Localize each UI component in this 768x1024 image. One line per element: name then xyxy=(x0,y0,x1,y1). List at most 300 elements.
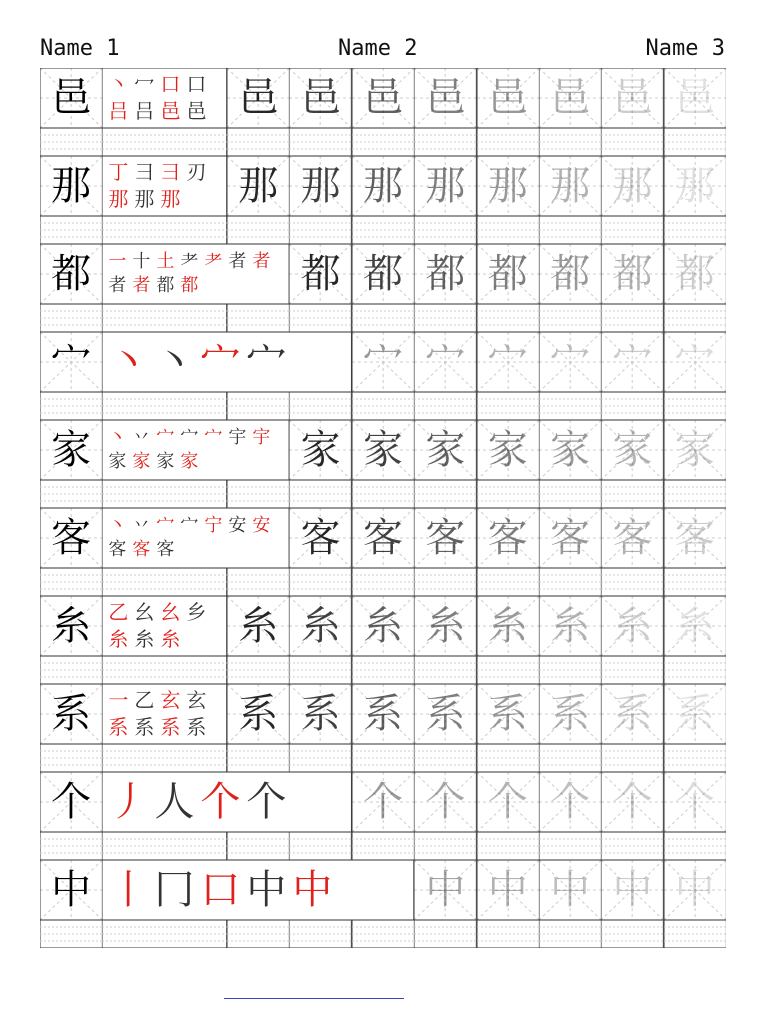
trace-char: 都 xyxy=(425,251,466,297)
pinyin-line-cell[interactable] xyxy=(289,832,351,860)
trace-cell[interactable] xyxy=(414,772,476,832)
stroke-step: 乙 xyxy=(134,688,155,712)
trace-cell[interactable] xyxy=(477,772,539,832)
trace-cell[interactable] xyxy=(289,596,351,656)
trace-char: 都 xyxy=(550,251,591,297)
trace-cell[interactable] xyxy=(664,156,726,216)
stroke-step: 宇 xyxy=(252,426,271,448)
stroke-order-cell xyxy=(102,332,351,392)
pinyin-line-cell[interactable] xyxy=(414,656,476,684)
stroke-step: 系 xyxy=(186,715,207,739)
pinyin-line-cell[interactable] xyxy=(539,128,601,156)
footer-link[interactable] xyxy=(224,998,404,1000)
name-label-2: Name 2 xyxy=(338,36,418,61)
pinyin-line-cell[interactable] xyxy=(289,568,351,596)
trace-cell[interactable] xyxy=(289,420,351,480)
stroke-step: 口 xyxy=(160,72,181,96)
stroke-step: 系 xyxy=(134,715,155,739)
trace-cell[interactable] xyxy=(352,684,414,744)
stroke-order-cell xyxy=(102,156,227,216)
trace-char: 系 xyxy=(300,691,341,737)
trace-char: 客 xyxy=(425,515,466,561)
pinyin-line-cell[interactable] xyxy=(539,744,601,772)
pinyin-line-cell[interactable] xyxy=(477,216,539,244)
trace-cell[interactable] xyxy=(289,156,351,216)
trace-cell[interactable] xyxy=(539,508,601,568)
pinyin-line-cell[interactable] xyxy=(227,744,289,772)
stroke-step: 丶 xyxy=(108,514,127,536)
pinyin-line-cell[interactable] xyxy=(539,832,601,860)
pinyin-line-cell[interactable] xyxy=(352,128,414,156)
trace-cell[interactable] xyxy=(352,332,414,392)
trace-char: 中 xyxy=(550,867,591,913)
trace-char: 邑 xyxy=(487,75,528,121)
trace-cell[interactable] xyxy=(477,508,539,568)
pinyin-line-cell[interactable] xyxy=(664,568,726,596)
pinyin-line-cell[interactable] xyxy=(477,832,539,860)
pinyin-line-cell[interactable] xyxy=(102,392,227,420)
stroke-step: 宀 xyxy=(156,426,175,448)
pinyin-line-cell[interactable] xyxy=(102,832,227,860)
pinyin-line-cell[interactable] xyxy=(102,216,227,244)
trace-cell[interactable] xyxy=(414,156,476,216)
trace-char: 家 xyxy=(612,427,653,473)
model-char: 个 xyxy=(51,779,92,825)
pinyin-line-cell[interactable] xyxy=(102,656,227,684)
trace-cell[interactable] xyxy=(601,68,663,128)
trace-cell[interactable] xyxy=(601,508,663,568)
trace-cell[interactable] xyxy=(664,860,726,920)
stroke-step: 宀 xyxy=(180,514,199,536)
stroke-step: 幺 xyxy=(160,600,181,624)
trace-char: 邑 xyxy=(300,75,341,121)
stroke-step: 彐 xyxy=(160,160,181,184)
pinyin-line-cell[interactable] xyxy=(40,128,102,156)
pinyin-line-cell[interactable] xyxy=(414,128,476,156)
stroke-order-cell xyxy=(102,420,289,480)
trace-cell[interactable] xyxy=(414,332,476,392)
trace-char: 客 xyxy=(487,515,528,561)
stroke-step: 耂 xyxy=(180,250,199,272)
pinyin-line-cell[interactable] xyxy=(601,920,663,948)
pinyin-line-cell[interactable] xyxy=(352,656,414,684)
trace-cell[interactable] xyxy=(414,68,476,128)
stroke-step: 者 xyxy=(252,250,271,272)
pinyin-line-cell[interactable] xyxy=(289,480,351,508)
pinyin-line-cell[interactable] xyxy=(414,392,476,420)
trace-cell[interactable] xyxy=(414,244,476,304)
pinyin-line-cell[interactable] xyxy=(477,480,539,508)
trace-cell[interactable] xyxy=(289,68,351,128)
stroke-step: 邑 xyxy=(160,99,181,123)
trace-cell[interactable] xyxy=(227,596,289,656)
trace-cell[interactable] xyxy=(352,772,414,832)
pinyin-line-cell[interactable] xyxy=(477,128,539,156)
trace-cell[interactable] xyxy=(227,68,289,128)
trace-char: 都 xyxy=(487,251,528,297)
pinyin-line-cell[interactable] xyxy=(289,216,351,244)
trace-char: 个 xyxy=(362,779,403,825)
model-char: 系 xyxy=(51,691,92,737)
stroke-step: 吕 xyxy=(134,99,155,123)
stroke-step: 丁 xyxy=(108,160,129,184)
trace-cell[interactable] xyxy=(227,684,289,744)
pinyin-line-cell[interactable] xyxy=(289,920,351,948)
trace-char: 家 xyxy=(300,427,341,473)
trace-cell[interactable] xyxy=(664,772,726,832)
trace-char: 那 xyxy=(238,163,279,209)
pinyin-line-cell[interactable] xyxy=(539,568,601,596)
trace-char: 客 xyxy=(674,515,715,561)
stroke-step: 者 xyxy=(228,250,247,272)
stroke-step: 宀 xyxy=(180,426,199,448)
trace-char: 都 xyxy=(362,251,403,297)
pinyin-line-cell[interactable] xyxy=(539,392,601,420)
stroke-step: 个 xyxy=(200,779,241,825)
pinyin-line-cell[interactable] xyxy=(352,392,414,420)
model-char-cell xyxy=(40,68,102,128)
trace-cell[interactable] xyxy=(664,244,726,304)
pinyin-line-cell[interactable] xyxy=(539,920,601,948)
pinyin-line-cell[interactable] xyxy=(601,304,663,332)
trace-cell[interactable] xyxy=(601,420,663,480)
stroke-step: 都 xyxy=(156,275,175,296)
stroke-order-cell xyxy=(102,596,227,656)
pinyin-line-cell[interactable] xyxy=(289,392,351,420)
pinyin-line-cell[interactable] xyxy=(414,480,476,508)
pinyin-line-cell[interactable] xyxy=(539,304,601,332)
stroke-step: 宀 xyxy=(200,339,241,385)
pinyin-line-cell[interactable] xyxy=(289,128,351,156)
trace-cell[interactable] xyxy=(664,596,726,656)
pinyin-line-cell[interactable] xyxy=(289,744,351,772)
pinyin-line-cell[interactable] xyxy=(227,216,289,244)
pinyin-line-cell[interactable] xyxy=(414,744,476,772)
trace-char: 个 xyxy=(425,779,466,825)
pinyin-line-cell[interactable] xyxy=(601,480,663,508)
pinyin-line-cell[interactable] xyxy=(102,920,227,948)
trace-cell[interactable] xyxy=(601,332,663,392)
pinyin-line-cell[interactable] xyxy=(477,568,539,596)
pinyin-line-cell[interactable] xyxy=(477,392,539,420)
trace-char: 糸 xyxy=(300,603,341,649)
pinyin-line-cell[interactable] xyxy=(40,392,102,420)
trace-char: 家 xyxy=(487,427,528,473)
pinyin-line-cell[interactable] xyxy=(539,216,601,244)
stroke-step: 家 xyxy=(132,451,151,472)
trace-cell[interactable] xyxy=(352,596,414,656)
stroke-step: 宀 xyxy=(246,339,287,385)
pinyin-line-cell[interactable] xyxy=(227,568,289,596)
pinyin-line-cell[interactable] xyxy=(289,304,351,332)
trace-cell[interactable] xyxy=(601,596,663,656)
stroke-step: 那 xyxy=(160,187,181,211)
pinyin-line-cell[interactable] xyxy=(102,128,227,156)
model-char: 宀 xyxy=(51,339,92,385)
pinyin-line-cell[interactable] xyxy=(102,568,227,596)
pinyin-line-cell[interactable] xyxy=(664,216,726,244)
trace-cell[interactable] xyxy=(539,68,601,128)
stroke-step: 一 xyxy=(108,688,129,712)
stroke-step: 都 xyxy=(180,275,199,296)
trace-cell[interactable] xyxy=(601,244,663,304)
trace-cell[interactable] xyxy=(601,156,663,216)
stroke-step: 彐 xyxy=(134,160,155,184)
trace-cell[interactable] xyxy=(477,860,539,920)
trace-cell[interactable] xyxy=(477,420,539,480)
stroke-step: 客 xyxy=(108,539,127,560)
stroke-step: 宇 xyxy=(228,426,247,448)
pinyin-line-cell[interactable] xyxy=(40,656,102,684)
pinyin-line-cell[interactable] xyxy=(664,392,726,420)
trace-char: 糸 xyxy=(425,603,466,649)
trace-cell[interactable] xyxy=(664,684,726,744)
stroke-step: 乡 xyxy=(186,600,207,624)
stroke-step: 丶 xyxy=(108,72,129,96)
pinyin-line-cell[interactable] xyxy=(40,920,102,948)
pinyin-line-cell[interactable] xyxy=(664,920,726,948)
trace-cell[interactable] xyxy=(539,772,601,832)
model-char: 糸 xyxy=(51,603,92,649)
trace-cell[interactable] xyxy=(539,860,601,920)
model-char: 家 xyxy=(51,427,92,473)
trace-char: 宀 xyxy=(550,339,591,385)
model-char: 都 xyxy=(51,251,92,297)
trace-char: 邑 xyxy=(550,75,591,121)
pinyin-line-cell[interactable] xyxy=(601,392,663,420)
stroke-step: 丷 xyxy=(132,514,151,536)
stroke-step: 宁 xyxy=(204,514,223,536)
trace-char: 糸 xyxy=(362,603,403,649)
pinyin-line-cell[interactable] xyxy=(40,744,102,772)
model-char: 客 xyxy=(51,515,92,561)
stroke-step: 耂 xyxy=(204,250,223,272)
trace-char: 那 xyxy=(487,163,528,209)
pinyin-line-cell[interactable] xyxy=(227,832,289,860)
trace-cell[interactable] xyxy=(414,684,476,744)
stroke-step: 冖 xyxy=(134,72,155,96)
trace-cell[interactable] xyxy=(664,332,726,392)
pinyin-line-cell[interactable] xyxy=(664,304,726,332)
pinyin-line-cell[interactable] xyxy=(102,744,227,772)
pinyin-line-cell[interactable] xyxy=(414,920,476,948)
pinyin-line-cell[interactable] xyxy=(539,480,601,508)
pinyin-line-cell[interactable] xyxy=(40,568,102,596)
stroke-step: 口 xyxy=(200,867,241,913)
trace-char: 个 xyxy=(487,779,528,825)
model-char-cell xyxy=(40,596,102,656)
stroke-step: 系 xyxy=(160,715,181,739)
trace-char: 家 xyxy=(674,427,715,473)
stroke-step: 邑 xyxy=(186,99,207,123)
trace-cell[interactable] xyxy=(477,244,539,304)
pinyin-line-cell[interactable] xyxy=(601,832,663,860)
trace-cell[interactable] xyxy=(477,596,539,656)
pinyin-line-cell[interactable] xyxy=(352,216,414,244)
trace-cell[interactable] xyxy=(352,244,414,304)
trace-cell[interactable] xyxy=(539,596,601,656)
pinyin-line-cell[interactable] xyxy=(227,304,289,332)
pinyin-line-cell[interactable] xyxy=(40,216,102,244)
trace-char: 糸 xyxy=(612,603,653,649)
stroke-step: 丷 xyxy=(132,426,151,448)
trace-cell[interactable] xyxy=(477,684,539,744)
trace-char: 都 xyxy=(300,251,341,297)
pinyin-line-cell[interactable] xyxy=(477,920,539,948)
trace-char: 个 xyxy=(550,779,591,825)
stroke-step: 玄 xyxy=(186,688,207,712)
trace-cell[interactable] xyxy=(352,68,414,128)
stroke-step: 那 xyxy=(108,187,129,211)
trace-cell[interactable] xyxy=(664,420,726,480)
pinyin-line-cell[interactable] xyxy=(352,832,414,860)
pinyin-line-cell[interactable] xyxy=(227,920,289,948)
trace-char: 宀 xyxy=(487,339,528,385)
practice-grid xyxy=(40,68,726,948)
pinyin-line-cell[interactable] xyxy=(664,128,726,156)
model-char: 邑 xyxy=(51,75,92,121)
pinyin-line-cell[interactable] xyxy=(477,656,539,684)
pinyin-line-cell[interactable] xyxy=(414,832,476,860)
pinyin-line-cell[interactable] xyxy=(601,744,663,772)
trace-char: 中 xyxy=(487,867,528,913)
pinyin-line-cell[interactable] xyxy=(601,216,663,244)
trace-cell[interactable] xyxy=(289,684,351,744)
trace-char: 个 xyxy=(674,779,715,825)
stroke-step: 糸 xyxy=(108,627,129,651)
name-label-1: Name 1 xyxy=(40,36,120,61)
stroke-step: 家 xyxy=(156,451,175,472)
trace-char: 邑 xyxy=(612,75,653,121)
pinyin-line-cell[interactable] xyxy=(601,128,663,156)
stroke-step: 冂 xyxy=(154,867,195,913)
stroke-step: 糸 xyxy=(160,627,181,651)
model-char-cell xyxy=(40,332,102,392)
pinyin-line-cell[interactable] xyxy=(352,920,414,948)
name-label-3: Name 3 xyxy=(645,36,725,61)
stroke-step: 丿 xyxy=(108,779,149,825)
trace-cell[interactable] xyxy=(477,68,539,128)
stroke-order-cell xyxy=(102,508,289,568)
trace-cell[interactable] xyxy=(601,684,663,744)
trace-char: 系 xyxy=(425,691,466,737)
pinyin-line-cell[interactable] xyxy=(601,656,663,684)
trace-char: 那 xyxy=(300,163,341,209)
pinyin-line-cell[interactable] xyxy=(102,480,227,508)
stroke-step: 中 xyxy=(246,867,287,913)
trace-cell[interactable] xyxy=(352,156,414,216)
trace-cell[interactable] xyxy=(352,420,414,480)
pinyin-line-cell[interactable] xyxy=(601,568,663,596)
trace-char: 中 xyxy=(612,867,653,913)
trace-cell[interactable] xyxy=(664,68,726,128)
pinyin-line-cell[interactable] xyxy=(414,304,476,332)
stroke-step: 口 xyxy=(186,72,207,96)
pinyin-line-cell[interactable] xyxy=(352,304,414,332)
stroke-step: 宀 xyxy=(156,514,175,536)
pinyin-line-cell[interactable] xyxy=(227,656,289,684)
pinyin-line-cell[interactable] xyxy=(539,656,601,684)
pinyin-line-cell[interactable] xyxy=(414,216,476,244)
trace-cell[interactable] xyxy=(414,860,476,920)
stroke-step: 一 xyxy=(108,250,127,272)
trace-char: 宀 xyxy=(362,339,403,385)
model-char-cell xyxy=(40,420,102,480)
pinyin-line-cell[interactable] xyxy=(227,480,289,508)
pinyin-line-cell[interactable] xyxy=(664,832,726,860)
pinyin-line-cell[interactable] xyxy=(40,304,102,332)
trace-char: 那 xyxy=(612,163,653,209)
pinyin-line-cell[interactable] xyxy=(40,480,102,508)
pinyin-line-cell[interactable] xyxy=(227,392,289,420)
stroke-step: 安 xyxy=(228,514,247,536)
trace-cell[interactable] xyxy=(539,684,601,744)
trace-cell[interactable] xyxy=(414,508,476,568)
pinyin-line-cell[interactable] xyxy=(227,128,289,156)
stroke-step: 安 xyxy=(252,514,271,536)
trace-cell[interactable] xyxy=(352,508,414,568)
trace-cell[interactable] xyxy=(539,332,601,392)
stroke-step: 乙 xyxy=(108,600,129,624)
stroke-step: 家 xyxy=(180,451,199,472)
stroke-step: 个 xyxy=(246,779,287,825)
pinyin-line-cell[interactable] xyxy=(477,304,539,332)
stroke-step: 者 xyxy=(108,275,127,296)
pinyin-line-cell[interactable] xyxy=(664,480,726,508)
trace-cell[interactable] xyxy=(477,156,539,216)
pinyin-line-cell[interactable] xyxy=(289,656,351,684)
trace-cell[interactable] xyxy=(539,420,601,480)
trace-char: 那 xyxy=(674,163,715,209)
trace-cell[interactable] xyxy=(539,244,601,304)
trace-cell[interactable] xyxy=(477,332,539,392)
pinyin-line-cell[interactable] xyxy=(102,304,227,332)
stroke-step: 宀 xyxy=(204,426,223,448)
pinyin-line-cell[interactable] xyxy=(414,568,476,596)
trace-cell[interactable] xyxy=(414,420,476,480)
trace-char: 系 xyxy=(362,691,403,737)
trace-cell[interactable] xyxy=(227,156,289,216)
trace-char: 宀 xyxy=(425,339,466,385)
pinyin-line-cell[interactable] xyxy=(477,744,539,772)
trace-char: 系 xyxy=(550,691,591,737)
pinyin-line-cell[interactable] xyxy=(352,568,414,596)
trace-char: 系 xyxy=(612,691,653,737)
pinyin-line-cell[interactable] xyxy=(40,832,102,860)
trace-char: 邑 xyxy=(425,75,466,121)
model-char: 中 xyxy=(51,867,92,913)
trace-cell[interactable] xyxy=(289,244,351,304)
model-char-cell xyxy=(40,156,102,216)
stroke-step: 人 xyxy=(154,779,195,825)
trace-cell[interactable] xyxy=(601,772,663,832)
pinyin-line-cell[interactable] xyxy=(664,744,726,772)
trace-char: 客 xyxy=(612,515,653,561)
pinyin-line-cell[interactable] xyxy=(352,744,414,772)
stroke-order-cell xyxy=(102,244,289,304)
trace-cell[interactable] xyxy=(289,508,351,568)
stroke-order-cell xyxy=(102,68,227,128)
model-char-cell xyxy=(40,244,102,304)
stroke-step: 玄 xyxy=(160,688,181,712)
trace-cell[interactable] xyxy=(664,508,726,568)
trace-cell[interactable] xyxy=(414,596,476,656)
pinyin-line-cell[interactable] xyxy=(664,656,726,684)
trace-cell[interactable] xyxy=(539,156,601,216)
trace-cell[interactable] xyxy=(601,860,663,920)
stroke-step: 客 xyxy=(132,539,151,560)
pinyin-line-cell[interactable] xyxy=(352,480,414,508)
